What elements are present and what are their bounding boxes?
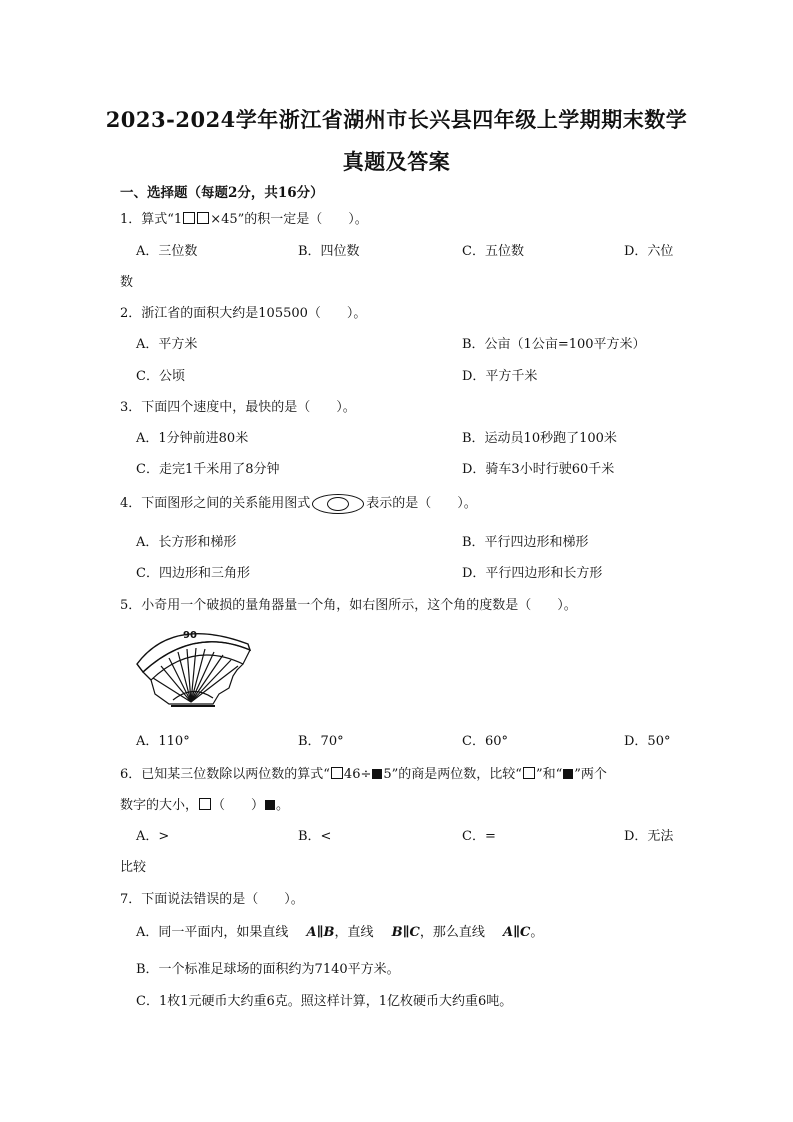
question-2-option-c: C．公顷 (136, 369, 185, 384)
question-2-option-d: D．平方千米 (462, 369, 538, 384)
nested-ellipse-diagram-icon (312, 494, 364, 514)
question-2-option-a: A．平方米 (136, 337, 198, 352)
question-5-option-d: D．50° (624, 734, 671, 749)
question-6-stem-line2: 数字的大小， （ ） 。 (120, 798, 290, 813)
blank-box-icon (523, 767, 535, 779)
question-6-option-c: C．= (462, 829, 496, 844)
question-6-option-d-wrap: 比较 (120, 860, 147, 875)
document-title-line1: 2023-2024学年浙江省湖州市长兴县四年级上学期期末数学 (105, 107, 688, 132)
question-1-stem: 1．算式“1 ×45”的积一定是（ ）。 (120, 212, 368, 227)
question-7-option-c: C．1枚1元硬币大约重6克。照这样计算，1亿枚硬币大约重6吨。 (136, 994, 513, 1009)
blank-box-icon (331, 767, 343, 779)
question-1-option-d-wrap: 数 (120, 275, 134, 290)
question-4-option-d: D．平行四边形和长方形 (462, 566, 603, 581)
question-2-stem: 2．浙江省的面积大约是105500（ ）。 (120, 306, 367, 321)
filled-box-icon (372, 769, 382, 779)
question-5-option-b: B．70° (298, 734, 344, 749)
question-4-option-c: C．四边形和三角形 (136, 566, 250, 581)
question-5-stem: 5．小奇用一个破损的量角器量一个角，如右图所示，这个角的度数是（ ）。 (120, 598, 577, 613)
question-6-stem: 6．已知某三位数除以两位数的算式“ 46÷ 5”的商是两位数，比较“ ”和“ ”两个 (120, 767, 607, 782)
question-7-option-b: B．一个标准足球场的面积约为7140平方米。 (136, 962, 400, 977)
question-1-option-a: A．三位数 (136, 244, 198, 259)
question-1-option-d: D．六位 (624, 244, 674, 259)
filled-box-icon (265, 800, 275, 810)
svg-text:90: 90 (183, 630, 197, 641)
section-heading: 一、选择题（每题2分，共16分） (120, 185, 324, 201)
question-3-option-a: A．1分钟前进80米 (136, 431, 249, 446)
question-7-option-a: A．同一平面内，如果直线 A∥B，直线 B∥C，那么直线 A∥C。 (136, 925, 544, 940)
document-title-line2: 真题及答案 (342, 149, 451, 174)
question-5-option-c: C．60° (462, 734, 508, 749)
question-6-option-d: D．无法 (624, 829, 674, 844)
question-4-stem: 4．下面图形之间的关系能用图式 表示的是（ ）。 (120, 492, 477, 514)
broken-protractor-figure (133, 622, 258, 710)
blank-box-icon (183, 212, 195, 224)
question-4-option-b: B．平行四边形和梯形 (462, 535, 589, 550)
question-1-option-c: C．五位数 (462, 244, 524, 259)
filled-box-icon (563, 769, 573, 779)
question-6-option-b: B．< (298, 829, 332, 844)
question-3-option-c: C．走完1千米用了8分钟 (136, 462, 280, 477)
blank-box-icon (199, 798, 211, 810)
question-3-option-b: B．运动员10秒跑了100米 (462, 431, 617, 446)
question-2-option-b: B．公亩（1公亩=100平方米） (462, 337, 646, 352)
question-7-stem: 7．下面说法错误的是（ ）。 (120, 892, 304, 907)
question-3-option-d: D．骑车3小时行驶60千米 (462, 462, 615, 477)
blank-box-icon (197, 212, 209, 224)
question-6-option-a: A．> (136, 829, 170, 844)
question-5-option-a: A．110° (136, 734, 190, 749)
question-3-stem: 3．下面四个速度中，最快的是（ ）。 (120, 400, 356, 415)
question-4-option-a: A．长方形和梯形 (136, 535, 237, 550)
question-1-option-b: B．四位数 (298, 244, 360, 259)
